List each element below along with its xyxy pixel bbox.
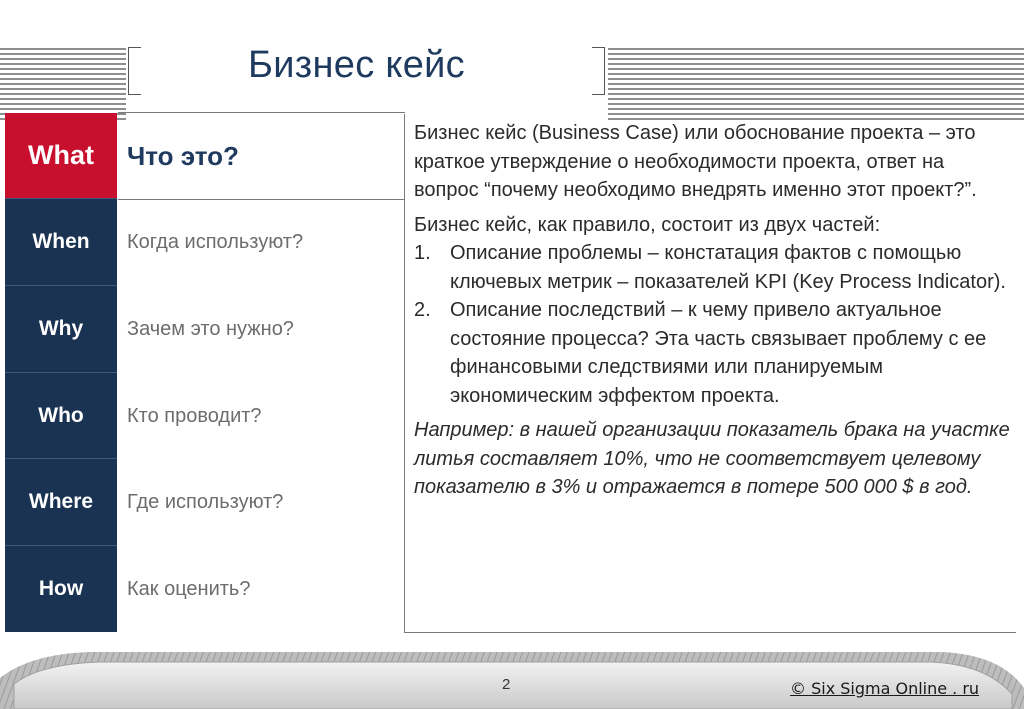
- header-stripes-right: [608, 48, 1024, 120]
- list-item: [414, 296, 1014, 410]
- question-column: [5, 113, 117, 632]
- page-title: Бизнес кейс: [248, 44, 465, 86]
- row-when[interactable]: When: [5, 199, 117, 286]
- row-where[interactable]: Where: [5, 459, 117, 546]
- question-what: Что это?: [127, 140, 239, 171]
- content-panel: [414, 119, 1014, 508]
- row-what[interactable]: What: [5, 113, 117, 199]
- title-bracket-left: [128, 47, 141, 95]
- parts-list: [414, 239, 1014, 410]
- copyright-link[interactable]: © Six Sigma Online . ru: [790, 679, 980, 698]
- title-bracket-right: [592, 47, 605, 95]
- row-who[interactable]: Who: [5, 373, 117, 459]
- row-why[interactable]: Why: [5, 286, 117, 373]
- page-number: 2: [502, 676, 511, 693]
- content-border-left: [404, 114, 405, 632]
- structure-intro: Бизнес кейс, как правило, состоит из двух частей:: [414, 213, 881, 236]
- list-text: Описание проблемы – констатация фактов с помощью ключевых метрик – показателей KPI (Key Process Indicator).: [450, 242, 1006, 293]
- question-where: Где используют?: [127, 491, 284, 513]
- definition-text: Бизнес кейс (Business Case) или обоснование проекта – это краткое утверждение о необходимости проекта, ответ на вопрос “почему необходимо внедрять именно этот проект?”.: [414, 122, 977, 201]
- header-stripes-left: [0, 48, 126, 120]
- example-text: Например: в нашей организации показатель брака на участке литья составляет 10%, что не соответствует целевому показателю в 3% и отражается в потере 500 000 $ в год.: [414, 419, 1010, 498]
- row-how[interactable]: How: [38, 577, 84, 600]
- question-who: Кто проводит?: [127, 404, 262, 427]
- list-number: 2.: [414, 299, 431, 321]
- question-why: Зачем это нужно?: [127, 318, 294, 340]
- question-how: Как оценить?: [127, 577, 251, 600]
- list-number: 1.: [414, 242, 431, 264]
- question-when: Когда используют?: [127, 231, 304, 253]
- list-item: [414, 239, 1014, 296]
- list-text: Описание последствий – к чему привело актуальное состояние процесса? Эта часть связывает проблему с ее финансовыми следствиями или планируемым экономическим эффектом проекта.: [450, 299, 987, 407]
- content-border-bottom: [404, 632, 1016, 633]
